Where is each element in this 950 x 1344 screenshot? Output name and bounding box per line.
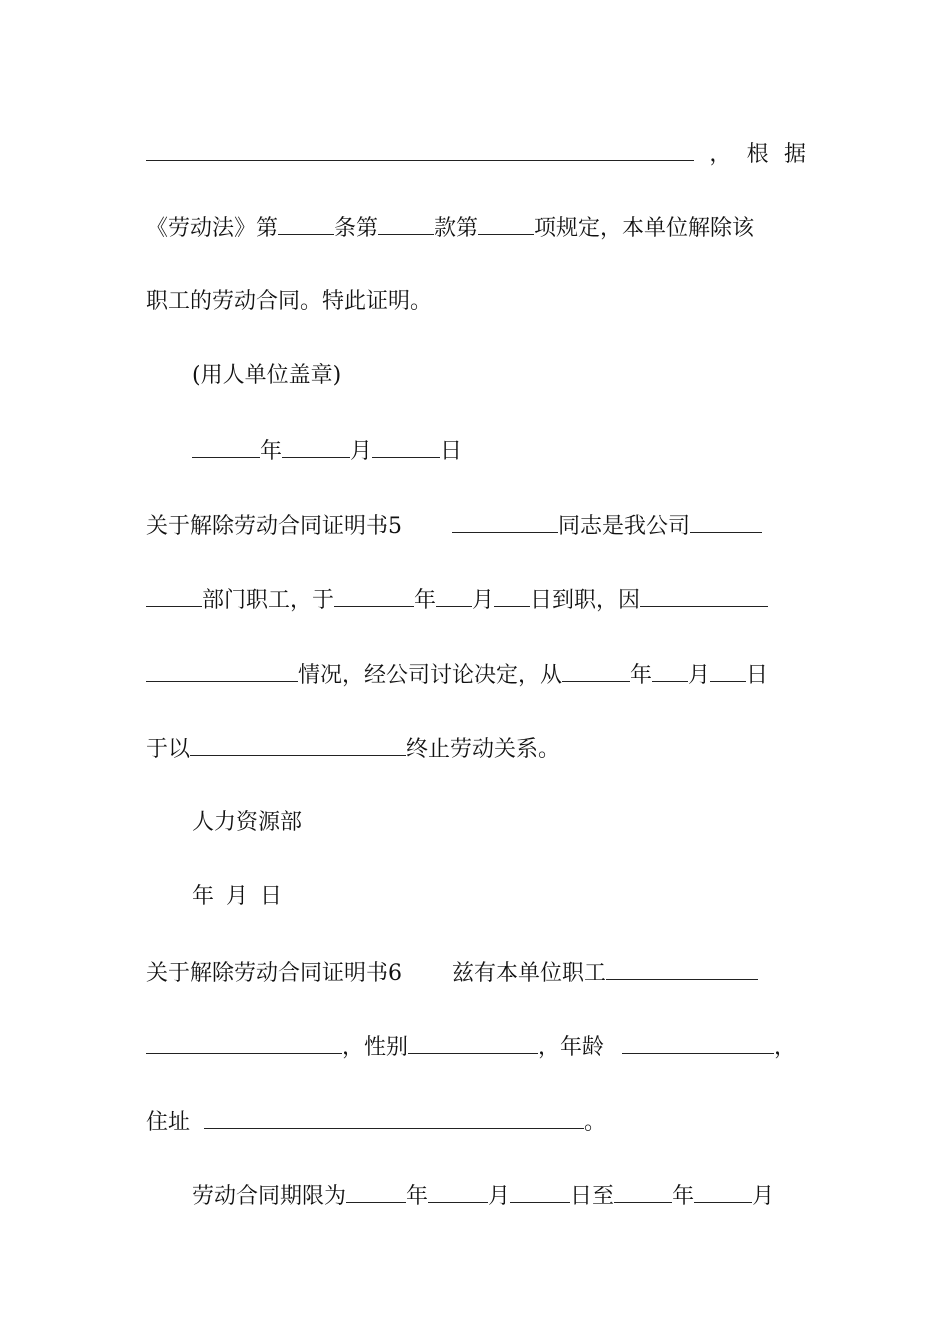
text: 月 bbox=[752, 1184, 775, 1209]
text: 年 bbox=[406, 1184, 429, 1209]
text: ，性别 bbox=[342, 1035, 409, 1060]
line-15 bbox=[192, 1180, 806, 1210]
text: 条第 bbox=[334, 216, 379, 241]
text: 日 bbox=[260, 884, 283, 909]
blank-field bbox=[614, 1180, 672, 1203]
text: 劳动合同期限为 bbox=[192, 1184, 347, 1209]
date-line bbox=[192, 435, 806, 465]
blank-field bbox=[192, 435, 260, 458]
text: 月 bbox=[226, 884, 249, 909]
line-13 bbox=[146, 1031, 806, 1061]
line-2 bbox=[146, 212, 806, 242]
text: 日至 bbox=[570, 1184, 615, 1209]
blank-field bbox=[282, 435, 350, 458]
text: 《劳动法》第 bbox=[146, 216, 279, 241]
text: 月 bbox=[472, 588, 495, 613]
blank-field bbox=[710, 659, 746, 682]
blank-field bbox=[190, 733, 406, 756]
text: 月 bbox=[488, 1184, 511, 1209]
blank-field bbox=[408, 1031, 538, 1054]
blank-field bbox=[452, 510, 558, 533]
text: 。 bbox=[584, 1110, 607, 1135]
section-heading: 关于解除劳动合同证明书6 bbox=[146, 961, 402, 986]
blank-field bbox=[146, 1031, 342, 1054]
section-heading: 关于解除劳动合同证明书5 bbox=[146, 514, 402, 539]
blank-field bbox=[606, 957, 758, 980]
blank-field bbox=[694, 1180, 752, 1203]
blank-field bbox=[428, 1180, 488, 1203]
blank-field bbox=[204, 1106, 584, 1129]
text: 月 bbox=[350, 439, 373, 464]
blank-field bbox=[346, 1180, 406, 1203]
blank-field bbox=[494, 584, 530, 607]
seal-note bbox=[192, 361, 806, 391]
blank-field bbox=[436, 584, 472, 607]
text: 同志是我公司 bbox=[558, 514, 691, 539]
blank-field bbox=[652, 659, 688, 682]
text: 据 bbox=[783, 142, 806, 167]
department-signature bbox=[192, 808, 806, 838]
line-9 bbox=[146, 733, 806, 763]
line-7 bbox=[146, 584, 806, 614]
text: 职工的劳动合同。特此证明。 bbox=[146, 289, 433, 314]
text: ， bbox=[709, 142, 732, 167]
text: 情况，经公司讨论决定，从 bbox=[298, 663, 563, 688]
text: 根 bbox=[746, 142, 769, 167]
text: 年 bbox=[192, 884, 215, 909]
line-1 bbox=[146, 138, 806, 168]
blank-field bbox=[690, 510, 762, 533]
blank-field bbox=[640, 584, 768, 607]
text: 终止劳动关系。 bbox=[406, 737, 561, 762]
text: 年 bbox=[672, 1184, 695, 1209]
text: 月 bbox=[688, 663, 711, 688]
text: 日到职，因 bbox=[530, 588, 641, 613]
text: ， bbox=[774, 1035, 797, 1060]
line-14 bbox=[146, 1106, 806, 1136]
text: ，年龄 bbox=[538, 1035, 605, 1060]
blank-field bbox=[146, 584, 202, 607]
text: 日 bbox=[746, 663, 769, 688]
blank-field bbox=[510, 1180, 570, 1203]
text: 于以 bbox=[146, 737, 191, 762]
text: 部门职工，于 bbox=[202, 588, 335, 613]
text: 年 bbox=[414, 588, 437, 613]
blank-field bbox=[562, 659, 630, 682]
text: 兹有本单位职工 bbox=[452, 961, 607, 986]
text: 年 bbox=[260, 439, 283, 464]
blank-field bbox=[334, 584, 414, 607]
line-12 bbox=[146, 957, 806, 987]
text: (用人单位盖章) bbox=[192, 363, 342, 388]
blank-field bbox=[372, 435, 440, 458]
date-line bbox=[192, 882, 806, 912]
blank-field bbox=[146, 659, 298, 682]
text: 项规定，本单位解除该 bbox=[534, 216, 755, 241]
text: 年 bbox=[630, 663, 653, 688]
blank-field bbox=[278, 212, 334, 235]
text: 人力资源部 bbox=[192, 810, 303, 835]
text: 款第 bbox=[434, 216, 479, 241]
line-8 bbox=[146, 659, 806, 689]
blank-field bbox=[622, 1031, 774, 1054]
line-3 bbox=[146, 287, 806, 317]
blank-field bbox=[478, 212, 534, 235]
text: 日 bbox=[440, 439, 463, 464]
line-6 bbox=[146, 510, 806, 540]
blank-field bbox=[146, 138, 694, 161]
text: 住址 bbox=[146, 1110, 191, 1135]
blank-field bbox=[378, 212, 434, 235]
